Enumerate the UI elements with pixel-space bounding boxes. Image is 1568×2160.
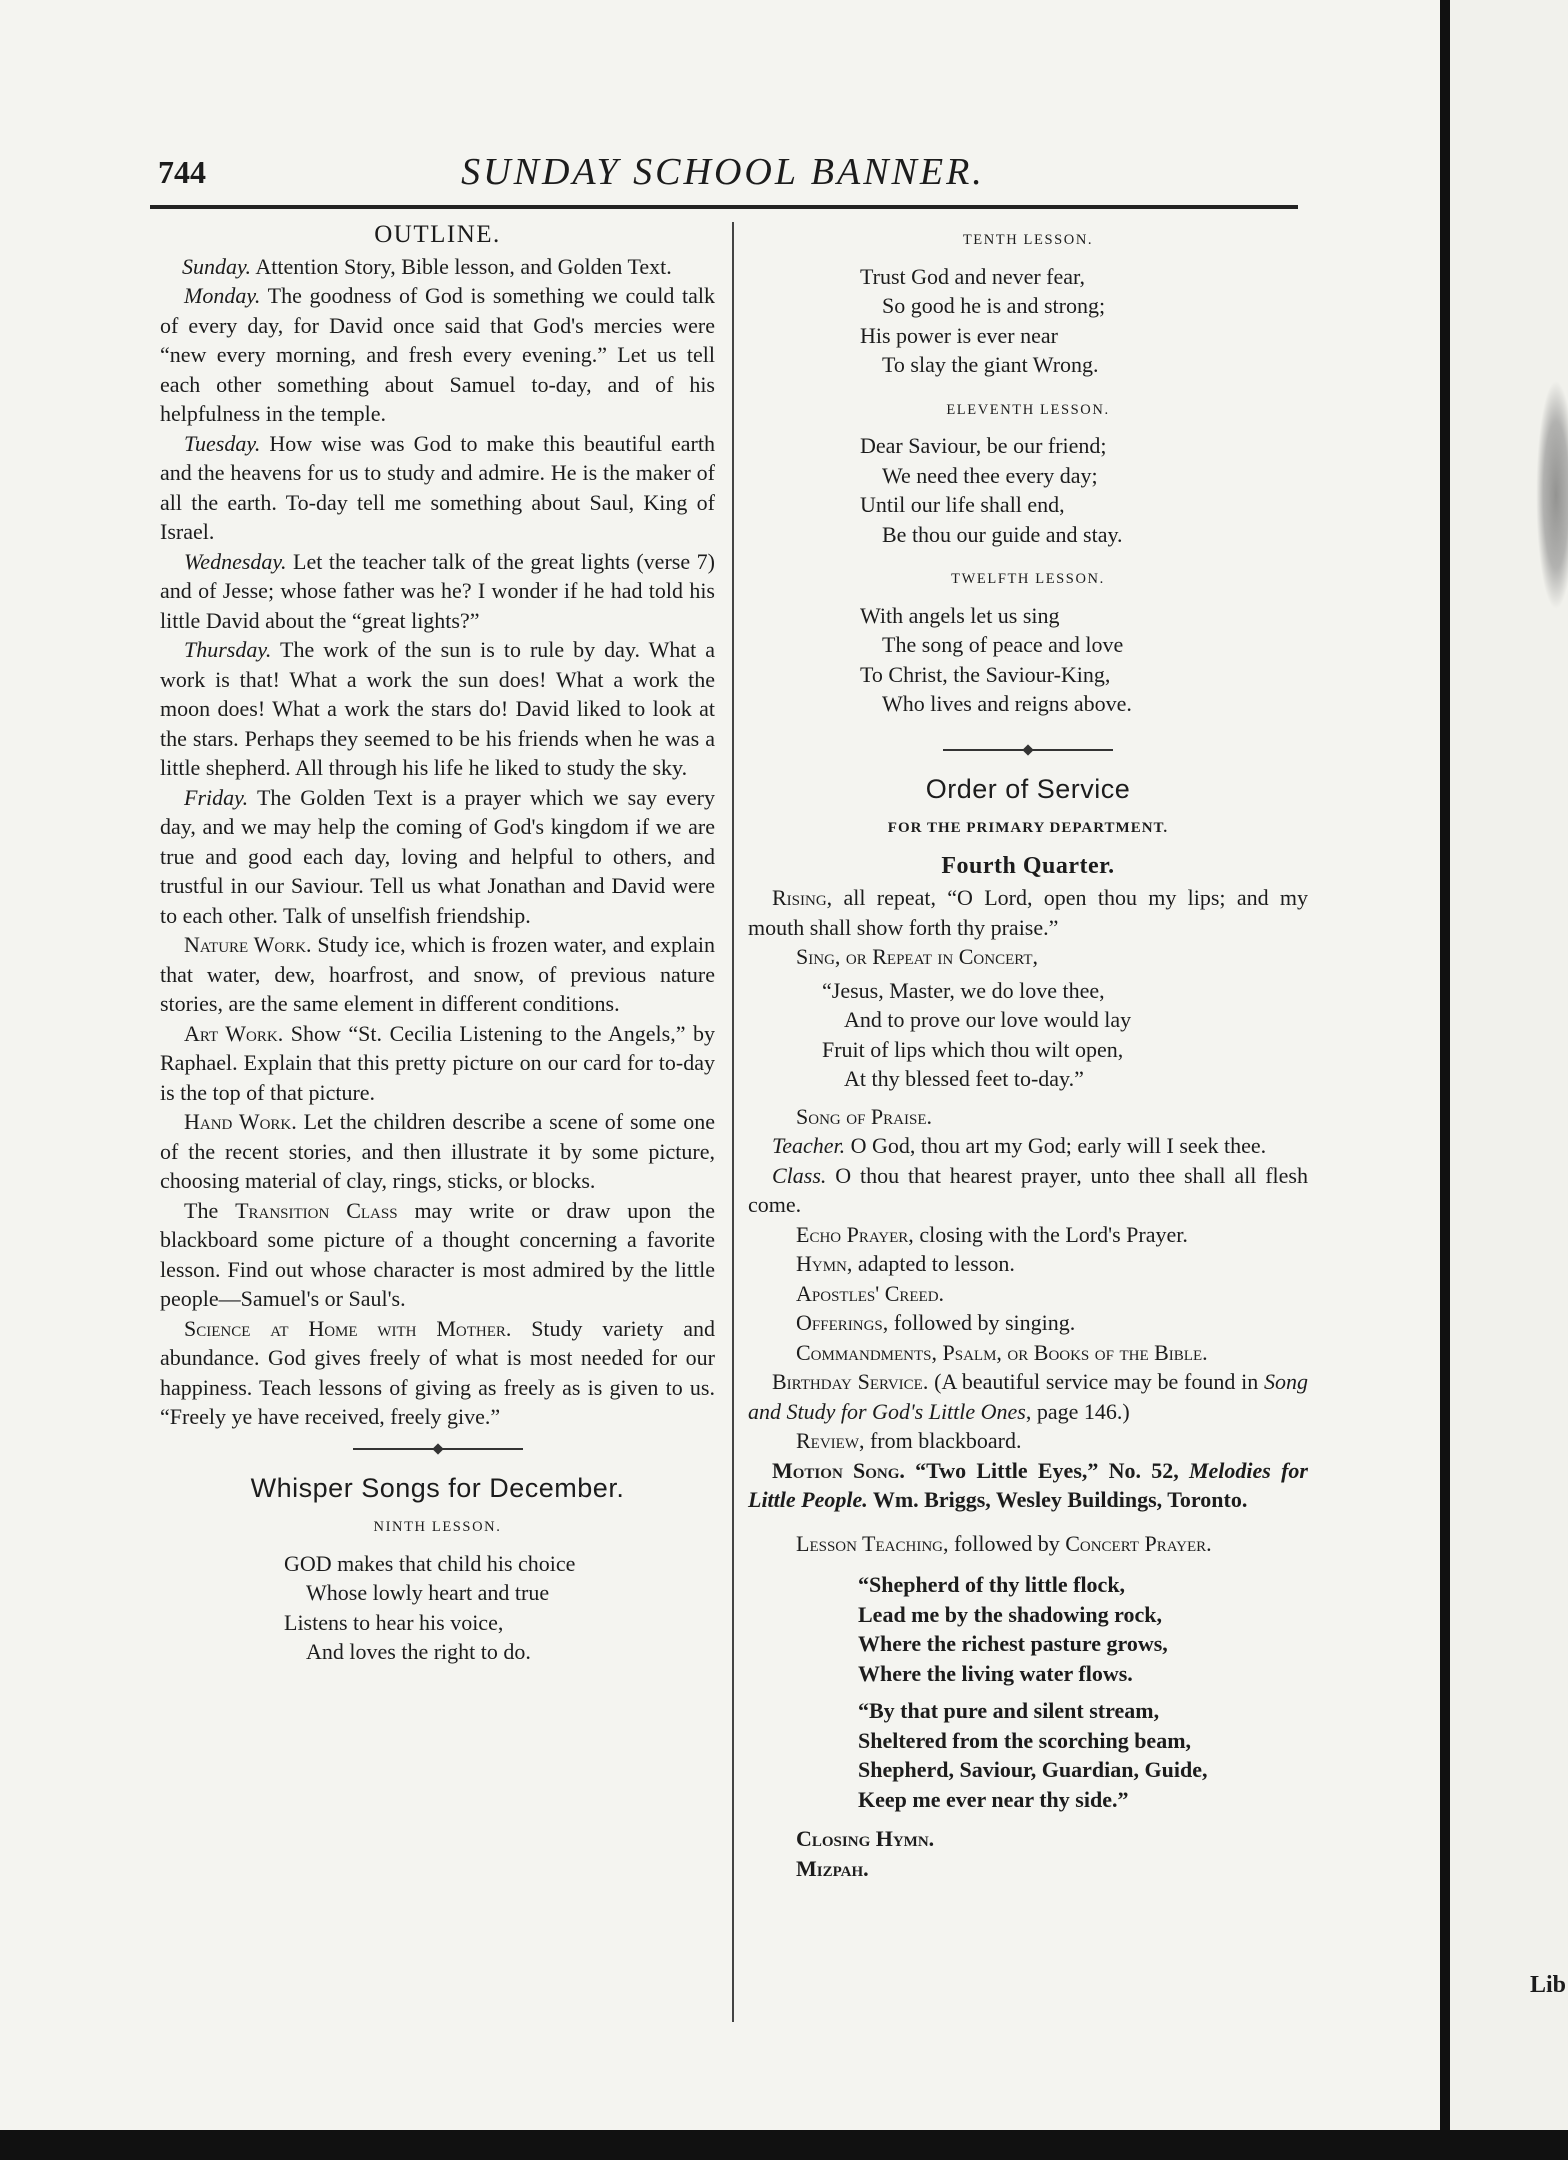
outline-thursday xyxy=(160,635,715,783)
day-label: Thursday. xyxy=(184,637,272,662)
service-label: Mizpah. xyxy=(796,1855,869,1881)
service-text: O thou that hearest prayer, unto thee shall all flesh come. xyxy=(748,1162,1308,1217)
eleventh-lesson-label: ELEVENTH LESSON. xyxy=(946,401,1110,418)
adjacent-page-fragment: Lib xyxy=(1530,1972,1567,1998)
poem-line: Where the richest pasture grows, xyxy=(858,1631,1168,1656)
service-mizpah xyxy=(748,1854,1308,1884)
day-text: Attention Story, Bible lesson, and Golden Text. xyxy=(251,253,672,279)
column-rule xyxy=(732,222,734,2022)
science-label: Science at Home with Mother. xyxy=(184,1315,512,1341)
service-text: , page 146.) xyxy=(1025,1398,1130,1424)
poem-line: “By that pure and silent stream, xyxy=(858,1698,1160,1723)
book-title: Song and Study for God's Little Ones xyxy=(748,1369,1308,1424)
work-label: Art Work. xyxy=(184,1020,284,1046)
hymn-shepherd-verse-2 xyxy=(748,1696,1308,1814)
book-title: Melodies for Little People. xyxy=(748,1457,1308,1512)
service-birthday xyxy=(748,1367,1308,1426)
poem-line: Until our life shall end, xyxy=(860,492,1065,517)
poem-line: Sheltered from the scorching beam, xyxy=(858,1727,1192,1753)
poem-line: Where the living water flows. xyxy=(858,1660,1133,1686)
service-text: from blackboard. xyxy=(864,1428,1022,1453)
poem-line: So good he is and strong; xyxy=(882,293,1106,318)
day-text: How wise was God to make this beautiful earth and the heavens for us to study and admire. He is the maker of all the earth. To-day tell me something about Saul, King of Israel. xyxy=(160,430,715,544)
work-text: Let the children describe a scene of some one of the recent stories, and then illustrate it by some picture, choosing material of clay, rings, sticks, or blocks. xyxy=(160,1109,715,1193)
transition-pre: The xyxy=(184,1197,236,1223)
poem-line: The song of peace and love xyxy=(882,632,1124,657)
service-text: closing with the Lord's Prayer. xyxy=(913,1221,1188,1247)
poem-line: Keep me ever near thy side.” xyxy=(858,1786,1129,1812)
service-label: Offerings, xyxy=(796,1310,889,1335)
service-hymn xyxy=(748,1249,1308,1279)
poem-line: To slay the giant Wrong. xyxy=(882,352,1099,377)
poem-line: Be thou our guide and stay. xyxy=(882,521,1123,547)
poem-line: Who lives and reigns above. xyxy=(882,691,1132,716)
twelfth-lesson-label: TWELFTH LESSON. xyxy=(951,571,1105,587)
outline-friday xyxy=(160,783,715,931)
service-text: followed by singing. xyxy=(888,1310,1076,1335)
service-label: Class. xyxy=(772,1162,827,1188)
poem-line: Trust God and never fear, xyxy=(860,263,1085,289)
fourth-quarter-heading: Fourth Quarter. xyxy=(941,852,1115,879)
service-label: Commandments, Psalm, or Books of the Bible. xyxy=(796,1339,1208,1365)
poem-line: GOD makes that child his choice xyxy=(284,1550,576,1576)
service-text: (A beautiful service may be found in xyxy=(928,1369,1264,1394)
poem-line: Lead me by the shadowing rock, xyxy=(858,1601,1162,1627)
service-review xyxy=(748,1426,1308,1456)
service-commandments xyxy=(748,1338,1308,1368)
service-label: Review, xyxy=(796,1428,865,1453)
work-label: Nature Work. xyxy=(184,932,312,957)
poem-line: And to prove our love would lay xyxy=(844,1007,1132,1032)
header-rule xyxy=(150,205,1298,209)
service-text: followed by xyxy=(948,1530,1066,1556)
service-motion-song xyxy=(748,1456,1308,1515)
poem-line: We need thee every day; xyxy=(882,462,1098,488)
outline-sunday xyxy=(160,252,715,282)
hymn-shepherd-verse-1 xyxy=(748,1570,1308,1688)
ninth-lesson-label: NINTH LESSON. xyxy=(373,1519,502,1535)
whisper-songs-heading: Whisper Songs for December. xyxy=(250,1472,625,1503)
service-closing-hymn xyxy=(748,1824,1308,1854)
right-column xyxy=(748,226,1308,1883)
service-apostles-creed xyxy=(748,1279,1308,1309)
service-text: “Two Little Eyes,” No. 52, xyxy=(904,1457,1189,1483)
science-text: Study variety and abundance. God gives freely of what is most needed for our happiness. Teach lessons of giving as freely as is given to us. “Freely ye have received, freely give.” xyxy=(160,1315,716,1429)
poem-line: Whose lowly heart and true xyxy=(306,1580,550,1605)
service-text: adapted to lesson. xyxy=(852,1251,1015,1276)
ornament-image xyxy=(1536,380,1568,610)
service-lesson-teaching xyxy=(748,1529,1308,1559)
nature-work xyxy=(160,930,715,1019)
twelfth-lesson-poem xyxy=(748,601,1308,719)
day-label: Monday. xyxy=(184,283,261,308)
art-work xyxy=(160,1019,715,1108)
poem-line: Shepherd, Saviour, Guardian, Guide, xyxy=(858,1757,1208,1782)
day-label: Tuesday. xyxy=(184,430,261,456)
service-label: Teacher. xyxy=(772,1133,846,1158)
work-text: Study ice, which is frozen water, and explain that water, dew, hoarfrost, and snow, of previous nature stories, are the same element in different conditions. xyxy=(160,932,715,1016)
day-text: The work of the sun is to rule by day. What a work is that! What a work the sun does! What a work the moon does! What a work the stars do! David liked to look at the stars. Perhaps they seemed to be his friends when he was a little shepherd. All through his life he liked to study the sky. xyxy=(160,637,715,780)
left-column xyxy=(160,220,715,1667)
work-text: Show “St. Cecilia Listening to the Angels,” by Raphael. Explain that this pretty picture on our card for to-day is the top of that picture. xyxy=(160,1020,715,1105)
service-label: Hymn, xyxy=(796,1251,853,1276)
service-teacher xyxy=(748,1131,1308,1161)
poem-line: “Shepherd of thy little flock, xyxy=(858,1572,1126,1597)
service-song-of-praise xyxy=(748,1102,1308,1132)
service-label: Closing Hymn. xyxy=(796,1826,935,1851)
order-of-service-heading: Order of Service xyxy=(925,773,1131,804)
ninth-lesson-poem xyxy=(160,1549,715,1667)
tenth-lesson-poem xyxy=(748,262,1308,380)
service-label: Concert Prayer. xyxy=(1065,1530,1212,1556)
outline-heading: OUTLINE. xyxy=(374,221,501,248)
eleventh-lesson-poem xyxy=(748,431,1308,549)
service-label: Motion Song. xyxy=(772,1457,905,1483)
poem-line: Dear Saviour, be our friend; xyxy=(860,433,1107,458)
service-label: Rising, xyxy=(772,885,833,910)
hand-work xyxy=(160,1107,715,1196)
order-of-service-subheading: FOR THE PRIMARY DEPARTMENT. xyxy=(887,820,1169,836)
poem-line: And loves the right to do. xyxy=(306,1639,531,1664)
poem-line: At thy blessed feet to-day.” xyxy=(844,1066,1084,1091)
section-divider xyxy=(160,1432,715,1466)
transition-label: Transition Class xyxy=(235,1197,398,1223)
outline-tuesday xyxy=(160,429,715,547)
outline-wednesday xyxy=(160,547,715,636)
transition-class xyxy=(160,1196,715,1314)
section-divider xyxy=(748,733,1308,767)
day-text: The Golden Text is a prayer which we say every day, and we may help the coming of God's kingdom if we are true and good each day, loving and helpful to others, and trustful in our Saviour. Tell us what Jonathan and David were to each other. Talk of unselfish friendship. xyxy=(160,784,715,928)
page-header xyxy=(148,148,1298,204)
scan-bottom-edge xyxy=(0,2130,1568,2160)
day-label: Wednesday. xyxy=(184,548,287,574)
service-label: Apostles' Creed. xyxy=(796,1280,945,1306)
running-title: SUNDAY SCHOOL BANNER. xyxy=(461,151,985,193)
poem-line: “Jesus, Master, we do love thee, xyxy=(822,977,1105,1003)
service-rising xyxy=(748,883,1308,942)
poem-line: Listens to hear his voice, xyxy=(284,1609,504,1635)
day-label: Friday. xyxy=(184,784,249,810)
poem-line: His power is ever near xyxy=(860,322,1058,348)
service-label: Birthday Service. xyxy=(772,1369,929,1394)
service-text: O God, thou art my God; early will I seek thee. xyxy=(845,1133,1267,1158)
service-label: Song of Praise. xyxy=(796,1103,932,1129)
service-echo-prayer xyxy=(748,1220,1308,1250)
service-class xyxy=(748,1161,1308,1220)
poem-line: Fruit of lips which thou wilt open, xyxy=(822,1036,1124,1062)
book-gutter xyxy=(1440,0,1450,2160)
transition-text: may write or draw upon the blackboard some picture of a thought concerning a favorite lesson. Find out whose character is most admired by the little people—Samuel's or Saul's. xyxy=(160,1197,716,1311)
page-number: 744 xyxy=(158,154,206,190)
service-offerings xyxy=(748,1308,1308,1338)
service-label: Sing, or Repeat in Concert, xyxy=(796,944,1039,969)
service-label: Lesson Teaching, xyxy=(796,1530,949,1556)
day-label: Sunday. xyxy=(182,253,252,279)
work-label: Hand Work. xyxy=(184,1109,297,1134)
tenth-lesson-label: TENTH LESSON. xyxy=(962,232,1094,248)
day-text: Let the teacher talk of the great lights (verse 7) and of Jesse; whose father was he? I wonder if he had told his little David about the “great lights?” xyxy=(160,548,715,633)
day-text: The goodness of God is something we could talk of every day, for David once said that God's mercies were “new every morning, and fresh every evening.” Let us tell each other something about Samuel to-day, and of his helpfulness in the temple. xyxy=(160,283,715,426)
outline-monday xyxy=(160,281,715,429)
science-at-home xyxy=(160,1314,715,1432)
service-sing xyxy=(748,942,1308,972)
poem-line: With angels let us sing xyxy=(860,602,1060,628)
service-label: Echo Prayer, xyxy=(796,1221,914,1247)
hymn-jesus-master xyxy=(748,976,1308,1094)
poem-line: To Christ, the Saviour-King, xyxy=(860,661,1111,687)
service-text: Wm. Briggs, Wesley Buildings, Toronto. xyxy=(867,1487,1248,1512)
service-text: all repeat, “O Lord, open thou my lips; and my mouth shall show forth thy praise.” xyxy=(748,885,1308,940)
adjacent-page-edge xyxy=(1450,0,1568,2160)
